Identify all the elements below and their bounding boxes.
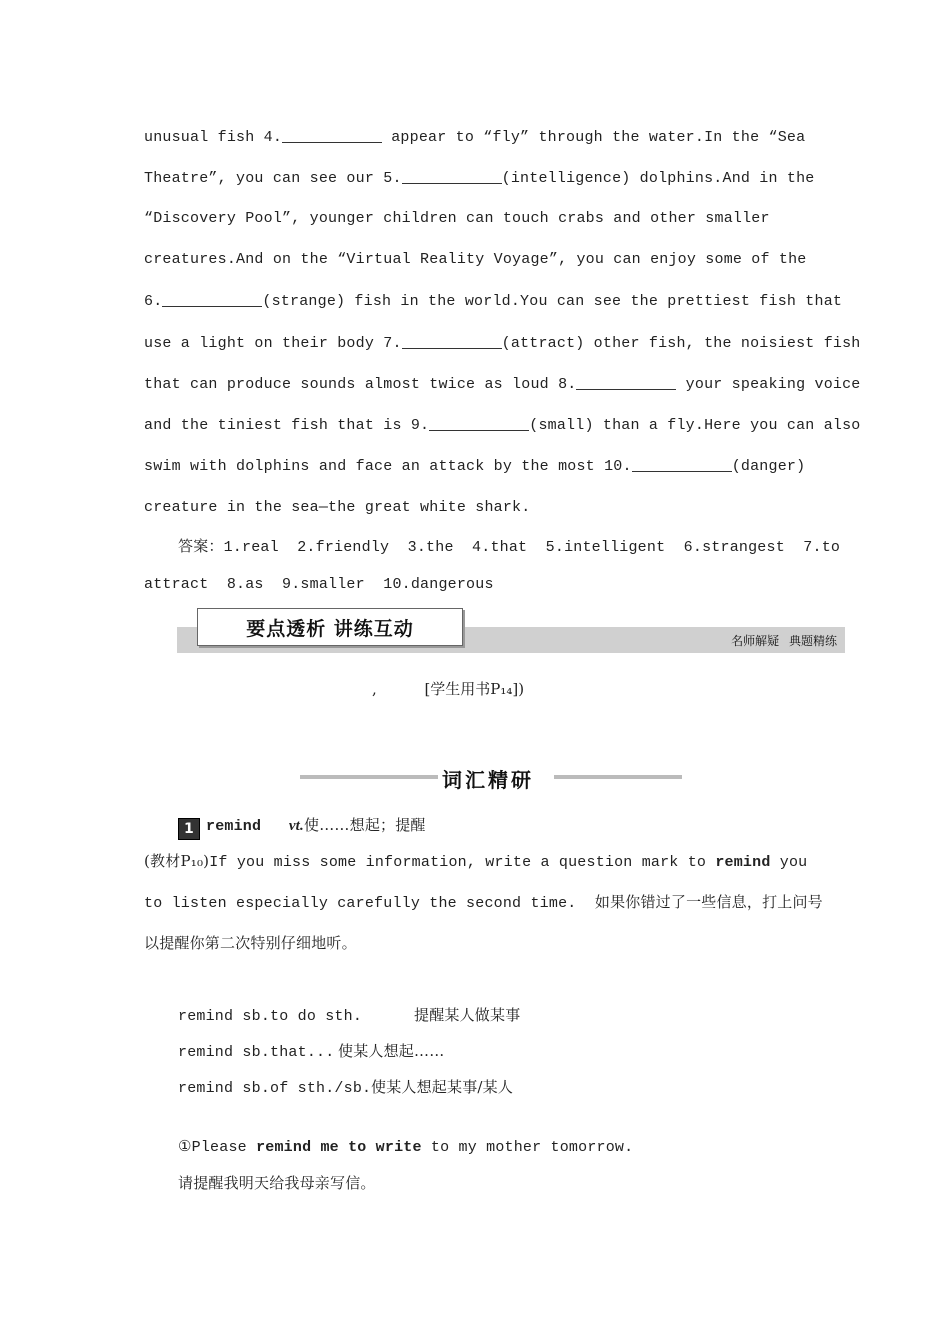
passage-line bbox=[144, 457, 805, 475]
text: you bbox=[770, 854, 808, 871]
banner-title: 要点透析 讲练互动 bbox=[197, 608, 463, 646]
passage-line: creatures.And on the “Virtual Reality Voyage”, you can enjoy some of the bbox=[144, 251, 807, 268]
example-sentence bbox=[178, 1137, 633, 1156]
text: (attract) other fish, the noisiest fish bbox=[501, 335, 861, 352]
passage-line bbox=[144, 169, 815, 187]
divider bbox=[554, 775, 682, 779]
text: Theatre”, you can see our 5. bbox=[144, 170, 402, 187]
usage-en: remind sb.of sth./sb. bbox=[178, 1080, 372, 1097]
text: and the tiniest fish that is 9. bbox=[144, 417, 430, 434]
text: that can produce sounds almost twice as loud 8. bbox=[144, 376, 577, 393]
example-source: (教材P₁₀) bbox=[144, 852, 210, 870]
blank-7 bbox=[402, 334, 502, 349]
text: appear to “fly” through the water.In the “Sea bbox=[382, 129, 806, 146]
answers-line bbox=[178, 535, 840, 556]
blank-6 bbox=[162, 292, 262, 307]
text: (small) than a fly.Here you can also bbox=[529, 417, 861, 434]
answers-label: 答案： bbox=[178, 537, 224, 555]
vocab-meaning: 使……想起；提醒 bbox=[304, 816, 426, 834]
text: to my mother tomorrow. bbox=[421, 1139, 634, 1156]
vocab-word: remind bbox=[206, 818, 262, 835]
vocab-header bbox=[178, 814, 426, 840]
text: If you miss some information, write a question mark to bbox=[209, 854, 716, 871]
text: (danger) bbox=[731, 458, 806, 475]
highlight: remind me to write bbox=[256, 1139, 422, 1156]
passage-line bbox=[144, 375, 861, 393]
answers-line: attract 8.as 9.smaller 10.dangerous bbox=[144, 576, 494, 593]
passage-line bbox=[144, 128, 805, 146]
usage-cn: 使某人想起…… bbox=[338, 1042, 445, 1060]
section-heading bbox=[300, 764, 682, 790]
example-line bbox=[144, 850, 807, 871]
example-line: 以提醒你第二次特别仔细地听。 bbox=[144, 934, 357, 952]
usage-en: remind sb.that... bbox=[178, 1044, 335, 1061]
usage-en: remind sb.to do sth. bbox=[178, 1008, 363, 1025]
usage-item bbox=[178, 1004, 520, 1025]
blank-8 bbox=[576, 375, 676, 390]
text: to listen especially carefully the second time. bbox=[144, 895, 595, 912]
blank-10 bbox=[632, 457, 732, 472]
text: unusual fish 4. bbox=[144, 129, 283, 146]
text: swim with dolphins and face an attack by the most 10. bbox=[144, 458, 632, 475]
passage-line: creature in the sea—the great white shark. bbox=[144, 499, 531, 516]
passage-line: “Discovery Pool”, younger children can touch crabs and other smaller bbox=[144, 210, 770, 227]
passage-line bbox=[144, 416, 861, 434]
usage-cn: 使某人想起某事/某人 bbox=[371, 1078, 514, 1096]
answers-text: 1.real 2.friendly 3.the 4.that 5.intelligent 6.strangest 7.to bbox=[223, 539, 841, 556]
passage-line bbox=[144, 292, 842, 310]
text: ①Please bbox=[178, 1139, 257, 1156]
text: 6. bbox=[144, 293, 163, 310]
usage-item bbox=[178, 1040, 444, 1061]
section-title: 词汇精研 bbox=[442, 768, 534, 792]
vocab-number-badge: 1 bbox=[178, 818, 200, 840]
text: (strange) fish in the world.You can see the prettiest fish that bbox=[262, 293, 843, 310]
text: (intelligence) dolphins.And in the bbox=[501, 170, 815, 187]
banner-subtitle: 名师解疑 典题精练 bbox=[731, 634, 837, 648]
highlight: remind bbox=[715, 854, 771, 871]
example-translation: 请提醒我明天给我母亲写信。 bbox=[178, 1174, 376, 1192]
divider bbox=[300, 775, 438, 779]
blank-5 bbox=[402, 169, 502, 184]
blank-9 bbox=[429, 416, 529, 431]
translation: 如果你错过了一些信息，打上问号 bbox=[594, 893, 823, 911]
textbook-reference: , [学生用书P₁₄]) bbox=[372, 680, 525, 698]
blank-4 bbox=[282, 128, 382, 143]
text: your speaking voice bbox=[676, 376, 861, 393]
text: use a light on their body 7. bbox=[144, 335, 402, 352]
vocab-pos: vt. bbox=[288, 818, 305, 834]
example-line bbox=[144, 891, 823, 912]
usage-cn: 提醒某人做某事 bbox=[414, 1006, 521, 1024]
usage-item bbox=[178, 1076, 513, 1097]
passage-line bbox=[144, 334, 861, 352]
